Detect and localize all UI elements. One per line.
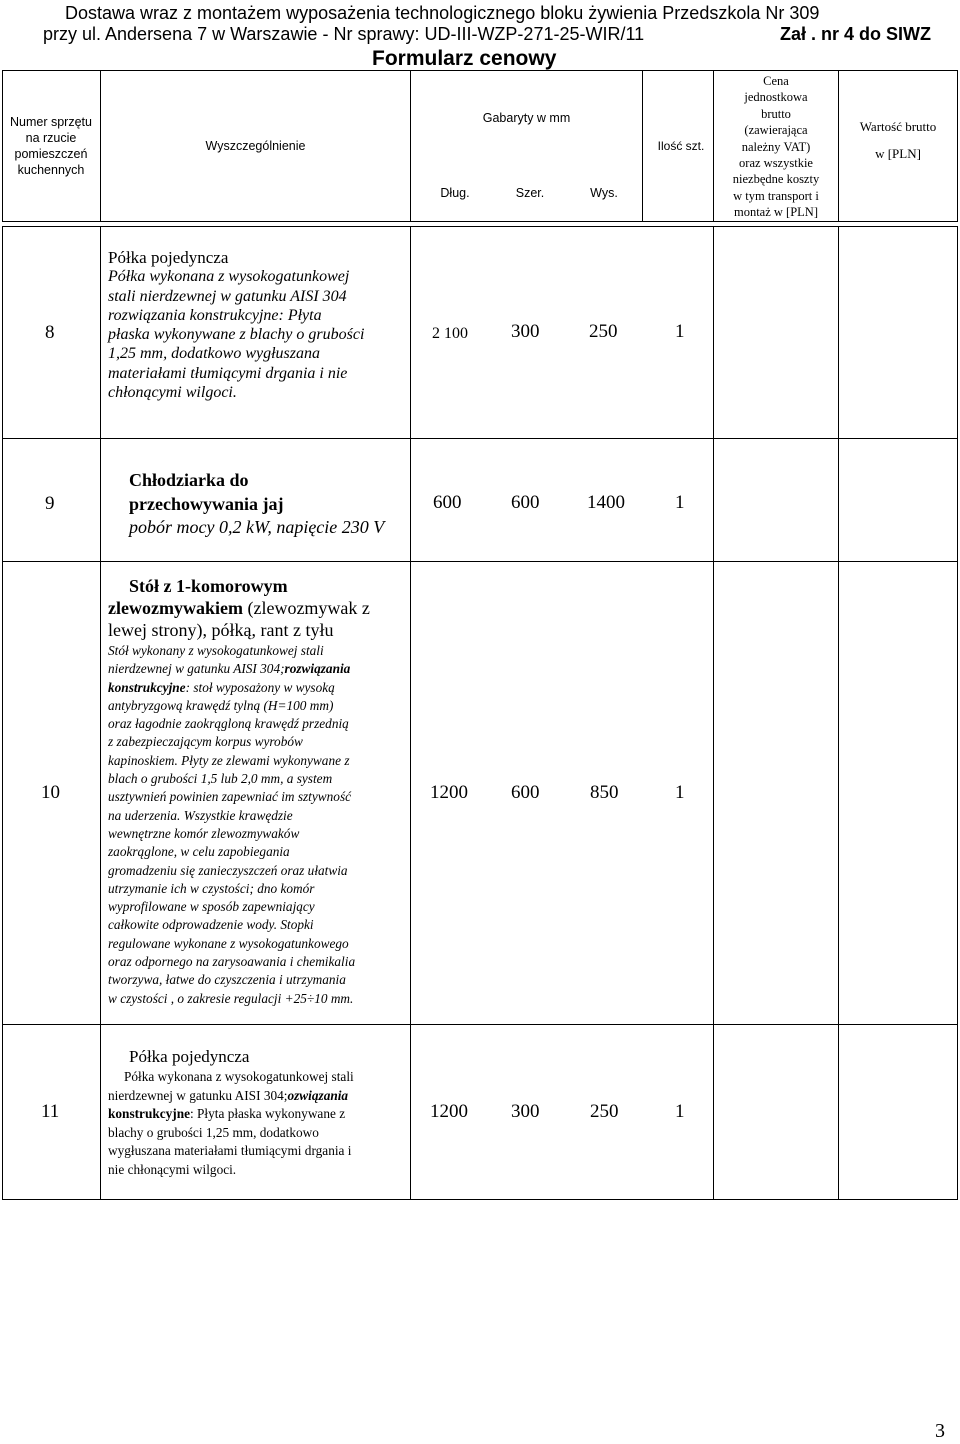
item-quantity: 1	[675, 321, 685, 342]
item-number: 9	[45, 493, 55, 514]
item-number: 11	[41, 1101, 60, 1122]
header-height: Wys.	[590, 186, 618, 200]
item-height: 850	[590, 782, 619, 803]
item-description: Chłodziarka do przechowywania jaj pobór mocy 0,2 kW, napięcie 230 V	[129, 470, 385, 537]
attachment-label: Zał . nr 4 do SIWZ	[780, 24, 932, 44]
item-number: 10	[41, 782, 60, 803]
item-width: 600	[511, 782, 540, 803]
page-number: 3	[935, 1420, 945, 1442]
header-unit-price: Cena jednostkowa brutto (zawierająca należny VAT) oraz wszystkie niezbędne koszty w tym transport i montaż w [PLN]	[732, 74, 820, 220]
header-total-value: Wartość brutto w [PLN]	[859, 119, 937, 161]
header-dimensions-col: Gabaryty w mm	[482, 111, 571, 125]
item-width: 600	[511, 492, 540, 513]
header-quantity: Ilość szt.	[657, 139, 705, 153]
document-header-line2	[43, 24, 960, 44]
item-width: 300	[511, 1101, 540, 1122]
item-quantity: 1	[675, 782, 685, 803]
header-number-col: Numer sprzętu na rzucie pomieszczeń kuchennych	[10, 115, 92, 177]
item-length: 600	[433, 492, 462, 513]
item-length: 1200	[430, 782, 468, 803]
page-title: Formularz cenowy	[372, 47, 557, 70]
item-height: 250	[589, 321, 618, 342]
header-description-col: Wyszczególnienie	[205, 139, 306, 153]
item-quantity: 1	[675, 492, 685, 513]
item-number: 8	[45, 322, 55, 343]
item-length: 1200	[430, 1101, 468, 1122]
item-description: Półka pojedyncza Półka wykonana z wysokogatunkowej stali nierdzewnej w gatunku AISI 304;ozwiązania konstrukcyjne: Płyta płaska wykonywane z blachy o grubości 1,25 mm, dodatkowo wygłuszana materiałami tłumiącymi drgania i nie chłonącymi wilgoci.	[108, 1047, 354, 1177]
item-width: 300	[511, 321, 540, 342]
item-description: Stół z 1-komorowym zlewozmywakiem (zlewozmywak z lewej strony), półką, rant z tyłu Stół wykonany z wysokogatunkowej stali nierdzewnej w gatunku AISI 304;rozwiązania konstrukcyjne: stoł wyposażony w wysoką antybryzgową krawędź tylną (H=100 mm) oraz łagodnie zaokrągloną krawędź przednią z zabezpieczającym korpus wyrobów kapinoskiem. Płyty ze zlewami wykonywane z blach o grubości 1,5 lub 2,0 mm, a system usztywnień powinien zapewniać im sztywność na uderzenia. Wszystkie krawędzie wewnętrzne komór zlewozmywaków zaokrąglone, w celu zapobiegania gromadzeniu się zanieczyszczeń oraz ułatwia utrzymanie ich w czystości; dno komór wyprofilowane w sposób zapewniający całkowite odprowadzenie wody. Stopki regulowane wykonane z wysokogatunkowego oraz odpornego na zarysoawania i chemikalia tworzywa, łatwe do czyszczenia i utrzymania w czystości , o zakresie regulacji +25÷10 mm.	[108, 576, 370, 1006]
item-length: 2 100	[432, 325, 468, 342]
item-quantity: 1	[675, 1101, 685, 1122]
case-number: przy ul. Andersena 7 w Warszawie - Nr sprawy: UD-III-WZP-271-25-WIR/11	[43, 24, 645, 44]
item-height: 1400	[587, 492, 625, 513]
header-length: Dług.	[440, 186, 470, 200]
item-height: 250	[590, 1101, 619, 1122]
item-description: Półka pojedyncza Półka wykonana z wysokogatunkowej stali nierdzewnej w gatunku AISI 304 rozwiązania konstrukcyjne: Płyta płaska wykonywane z blachy o grubości 1,25 mm, dodatkowo wygłuszana materiałami tłumiącymi drgania i nie chłonącymi wilgoci.	[108, 248, 365, 402]
header-width: Szer.	[515, 186, 545, 200]
document-header-line1: Dostawa wraz z montażem wyposażenia technologicznego bloku żywienia Przedszkola Nr 309	[65, 3, 820, 23]
